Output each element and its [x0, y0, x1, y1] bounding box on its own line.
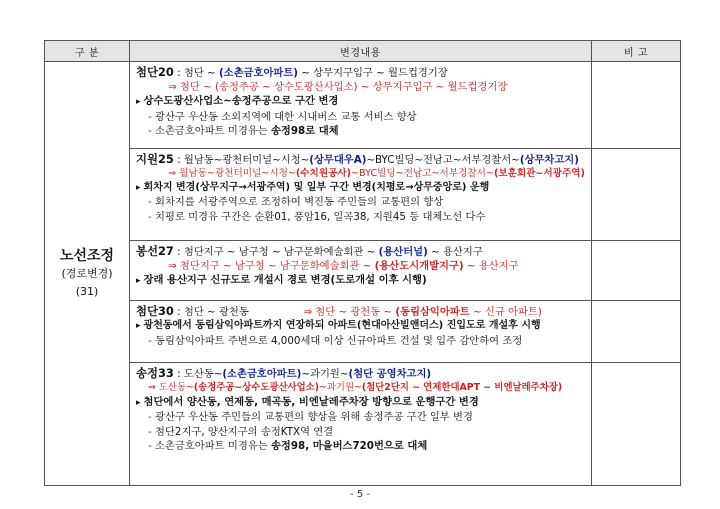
change-summary: 첨단에서 양산동, 연제동, 매곡동, 비엔날레주차장 방향으로 운행구간 변경 [143, 396, 479, 409]
route-changed: 첨단 ~ (송정주공 ~ 상수도광산사업소) ~ 상무지구입구 ~ 월드컵경기장 [179, 81, 508, 94]
added-stop-tag: (송정주공~상수도광산사업소) [193, 382, 319, 394]
route-changed-end: ~ 용산지구 [463, 259, 519, 272]
added-stop-tag: (보훈회관~서광주역) [493, 168, 585, 180]
entry-cell [130, 240, 592, 301]
removed-stop-tag: (소촌금호아파트) [218, 67, 298, 79]
removed-stop-tag: (상무차고지) [519, 153, 579, 166]
route-original: : 첨단 ~ 광천동 [173, 306, 249, 319]
remarks-cell [592, 301, 681, 363]
category-title: 노선조정 [59, 247, 115, 264]
route-original: : 첨단 ~ [173, 67, 219, 79]
triangle-bullet-icon: ▸ [136, 398, 141, 409]
route-original: : 첨단지구 ~ 남구청 ~ 남구문화예술회관 ~ [173, 245, 379, 258]
table-row [45, 301, 681, 363]
route-changed: 첨단 ~ 광천동 ~ [315, 306, 396, 319]
triangle-bullet-icon: ▸ [136, 97, 141, 108]
change-arrow-icon: ⇒ [168, 81, 177, 94]
route-original: : 도산동~ [173, 367, 223, 380]
entry-cell: 첨단20 : 첨단 ~ (소촌금호아파트) ~ 상무지구입구 ~ 월드컵경기장 ⇒ 첨단 ~ (송정주공 ~ 상수도광산사업소) ~ 상무지구입구 ~ 월드컵경기장 ▸ 상수도광산사업소~송정주공으로 구간 변경 - 광산구 우산동 소외지역에 대한 시내버스 교통 서비스 향상 - 소촌금호아파트 미경유는 송정98로 대체 [130, 62, 592, 149]
change-detail-bold: 송정98로 대체 [270, 124, 339, 137]
added-stop-tag: (첨단2단지 ~ 연제한대APT ~ 비엔날레주차장) [361, 382, 563, 394]
route-name: 지원25 [136, 151, 174, 166]
change-arrow-icon: ⇒ [168, 168, 177, 180]
change-detail: 소촌금호아파트 미경유는 [155, 439, 271, 452]
header-row [45, 41, 681, 62]
change-detail: 동림삼익아파트 주변으로 4,000세대 이상 신규아파트 건설 및 입주 감안하여 조정 [155, 334, 523, 347]
change-detail-bold: 송정98, 마을버스720번으로 대체 [270, 439, 428, 452]
change-summary: 상수도광산사업소~송정주공으로 구간 변경 [143, 95, 339, 108]
change-detail: 광산구 우산동 소외지역에 대한 시내버스 교통 서비스 향상 [155, 110, 417, 123]
route-change-table [44, 40, 681, 486]
route-changed: 첨단지구 ~ 남구청 ~ 남구문화예술회관 ~ [179, 259, 375, 272]
removed-stop-tag: (상무대우A) [309, 153, 367, 166]
route-name: 첨단20 [136, 65, 174, 79]
triangle-bullet-icon: ▸ [136, 183, 141, 194]
change-summary: 회차지 변경(상무지구→서광주역) 및 일부 구간 변경(치평로→상무중앙로) 운행 [143, 182, 490, 194]
removed-stop-tag: (소촌금호아파트) [222, 367, 302, 380]
removed-stop-tag: (용산터널) [378, 245, 428, 258]
change-arrow-icon: ⇒ [148, 382, 156, 394]
category-cell [45, 62, 130, 486]
change-detail: 첨단2지구, 양산지구의 송정KTX역 연결 [155, 425, 334, 438]
entry-cell: 송정33 : 도산동~(소촌금호아파트)~과기원~(첨단 공영차고지) ⇒ 도산동~(송정주공~상수도광산사업소)~과기원~(첨단2단지 ~ 연제한대APT ~ 비엔날레주차장) ▸ 첨단에서 양산동, 연제동, 매곡동, 비엔날레주차장 방향으로 운행구간 변경 - 광산구 우산동 주민들의 교통편의 향상을 위해 송정주공 구간 일부 변경 - 첨단2지구, 양산지구의 송정KTX역 연결 - 소촌금호아파트 미경유는 송정98, 마을버스720번으로 대체 [130, 362, 592, 485]
route-original-mid: ~과기원~ [301, 367, 349, 380]
route-original-end: ~ 용산지구 [427, 245, 483, 258]
entry-cell: 지원25 : 월남동~광천터미널~시청~(상무대우A)~BYC빌딩~전남고~서부경찰서~(상무차고지) ⇒ 월남동~광천터미널~시청~(수치원공사)~BYC빌딩~전남고~서부경찰서~(보훈회관~서광주역) ▸ 회차지 변경(상무지구→서광주역) 및 일부 구간 변경(치평로→상무중앙로) 운행 - 회차지를 서광주역으로 조정하여 벽진동 주민들의 교통편의 향상 - 치평로 미경유 구간은 순환01, 풍암16, 일곡38, 지원45 등 대체노선 다수 [130, 148, 592, 240]
change-arrow-icon: ⇒ [303, 306, 312, 319]
route-changed-end: ~ 신규 아파트) [469, 306, 542, 319]
category-count: (31) [75, 284, 99, 298]
added-stop-tag: (동림삼익아파트 [395, 306, 470, 319]
change-detail: 회차지를 서광주역으로 조정하여 벽진동 주민들의 교통편의 향상 [155, 196, 444, 209]
added-stop-tag: (수치원공사) [295, 168, 352, 180]
route-original-mid: ~BYC빌딩~전남고~서부경찰서~ [366, 153, 520, 166]
route-changed: 월남동~광천터미널~시청~ [179, 168, 296, 180]
change-detail: 치평로 미경유 구간은 순환01, 풍암16, 일곡38, 지원45 등 대체노선 다수 [155, 210, 486, 223]
change-detail: 광산구 우산동 주민들의 교통편의 향상을 위해 송정주공 구간 일부 변경 [155, 411, 473, 424]
change-detail: 소촌금호아파트 미경유는 [155, 124, 271, 137]
remarks-cell [592, 62, 681, 149]
header-content: 변경내용 [130, 41, 592, 62]
added-stop-tag: (용산도시개발지구) [374, 259, 464, 272]
table-row [45, 148, 681, 240]
route-changed-mid: ~과기원~ [318, 382, 362, 394]
table-row [45, 240, 681, 301]
triangle-bullet-icon: ▸ [136, 276, 141, 287]
route-original-end: ~ 상무지구입구 ~ 월드컵경기장 [298, 67, 448, 79]
route-name: 봉선27 [136, 243, 174, 258]
table-row [45, 62, 681, 149]
header-category: 구 분 [45, 41, 130, 62]
route-name: 첨단30 [136, 304, 174, 319]
triangle-bullet-icon: ▸ [136, 321, 141, 332]
remarks-cell [592, 362, 681, 485]
route-changed: 도산동~ [158, 382, 194, 394]
change-arrow-icon: ⇒ [168, 259, 177, 272]
removed-stop-tag: (첨단 공영차고지) [348, 367, 432, 380]
page-number: - 5 - [350, 489, 370, 500]
header-remarks: 비 고 [592, 41, 681, 62]
table-row [45, 362, 681, 485]
route-original: : 월남동~광천터미널~시청~ [173, 153, 310, 166]
route-changed-mid: ~BYC빌딩~전남고~서부경찰서~ [351, 168, 494, 180]
entry-cell: 첨단30 : 첨단 ~ 광천동 ⇒ 첨단 ~ 광천동 ~ (동림삼익아파트 ~ 신규 아파트) ▸ 광천동에서 동림삼익아파트까지 연장하되 아파트(현대아산빌앤더스) 진입도로 개설후 시행 - 동림삼익아파트 주변으로 4,000세대 이상 신규아파트 건설 및 입주 감안하여 조정 [130, 301, 592, 363]
category-subtitle: (경로변경) [61, 266, 113, 280]
change-summary: 장래 용산지구 신규도로 개설시 경로 변경(도로개설 이후 시행) [143, 274, 427, 287]
remarks-cell [592, 148, 681, 240]
route-name: 송정33 [136, 365, 174, 380]
change-summary: 광천동에서 동림삼익아파트까지 연장하되 아파트(현대아산빌앤더스) 진입도로 개설후 시행 [143, 320, 541, 332]
remarks-cell [592, 240, 681, 301]
